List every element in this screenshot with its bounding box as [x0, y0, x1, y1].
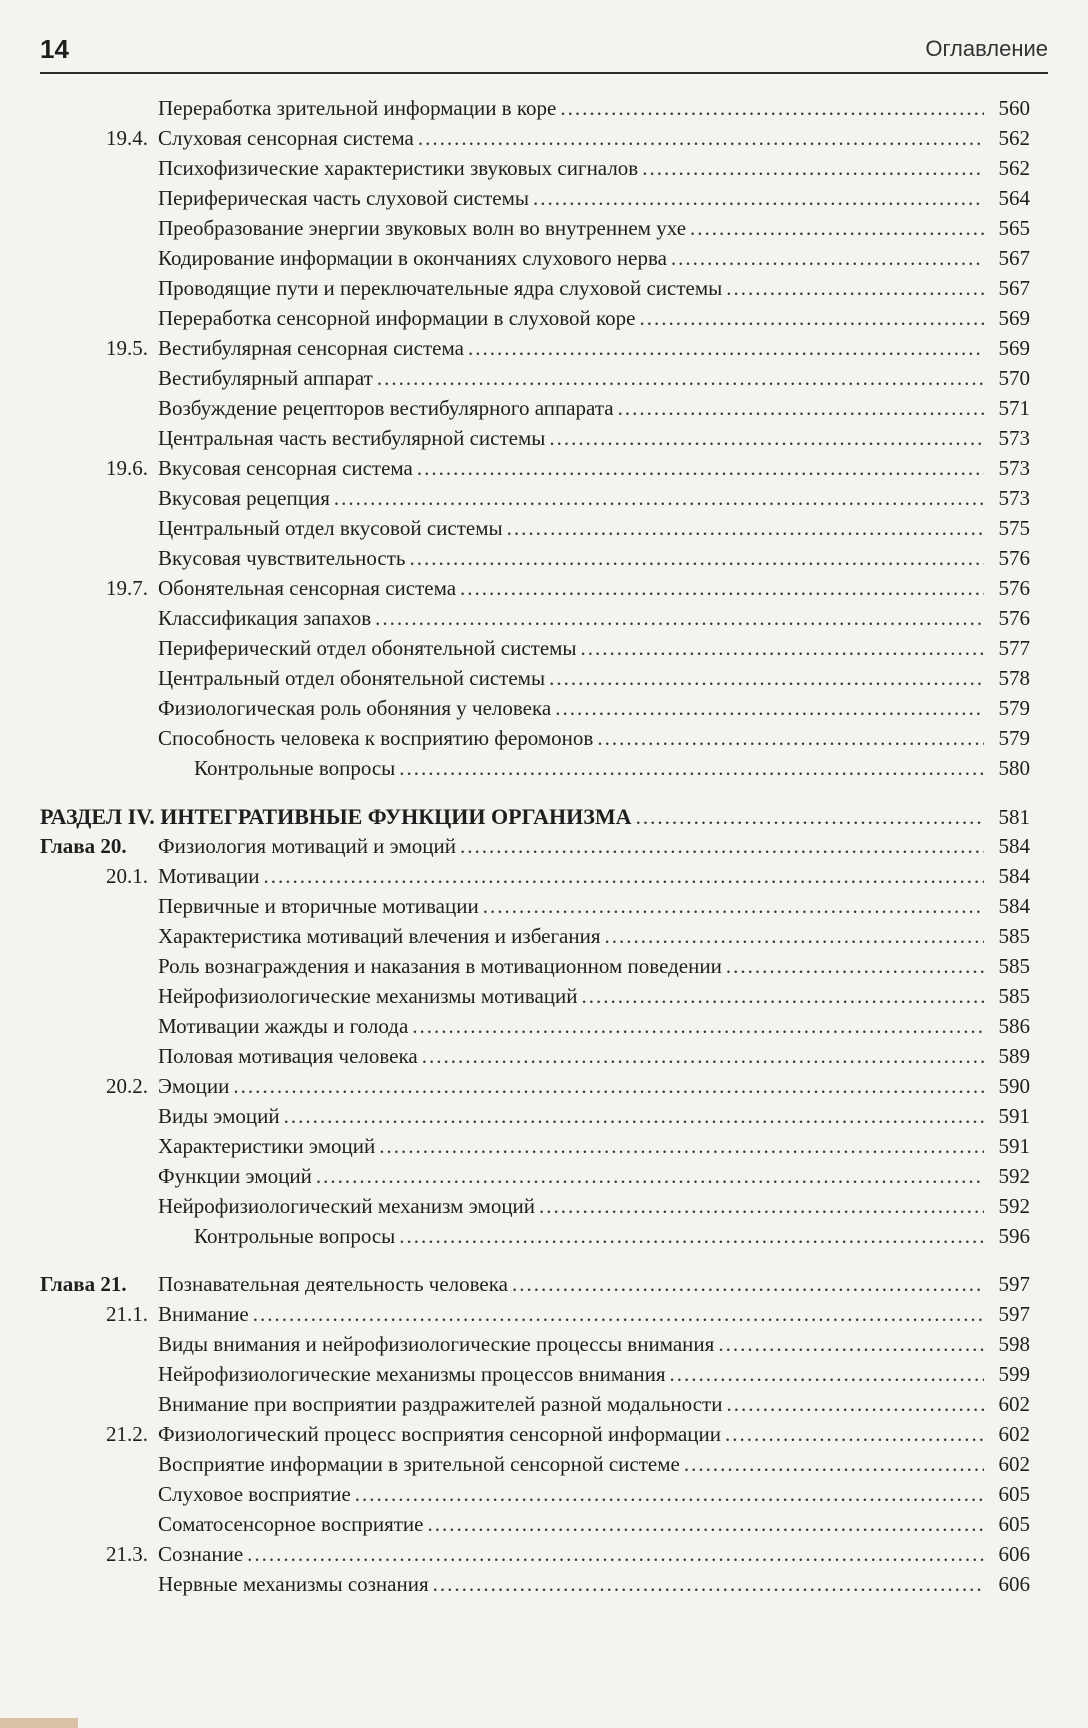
toc-entry-title: Классификация запахов	[158, 606, 372, 630]
toc-entry	[40, 366, 1030, 396]
toc-entry-title: Центральная часть вестибулярной системы	[158, 426, 546, 450]
toc-entry	[40, 156, 1030, 186]
toc-entry-page: 584	[998, 834, 1030, 858]
toc-entry	[40, 1134, 1030, 1164]
toc-entry	[40, 216, 1030, 246]
toc-entry-title: Вкусовая сенсорная система	[158, 456, 413, 480]
toc-entry-number: 21.3.	[106, 1542, 148, 1566]
toc-entry	[40, 396, 1030, 426]
toc-entry-page: 579	[998, 726, 1030, 750]
toc-entry	[40, 954, 1030, 984]
toc-entry-title: Слуховое восприятие	[158, 1482, 351, 1506]
toc-leader-dots	[533, 186, 984, 211]
toc-entry-page: 597	[998, 1272, 1030, 1296]
toc-entry-page: 575	[998, 516, 1030, 540]
toc-entry-page: 591	[998, 1134, 1030, 1158]
toc-entry-title: Роль вознаграждения и наказания в мотивационном поведении	[158, 954, 722, 978]
toc-entry-title: Половая мотивация человека	[158, 1044, 418, 1068]
toc-leader-dots	[417, 456, 984, 481]
toc-entry-page: 605	[998, 1512, 1030, 1536]
toc-leader-dots	[460, 576, 984, 601]
toc-entry-page: 562	[998, 156, 1030, 180]
toc-leader-dots	[539, 1194, 984, 1219]
toc-entry-title: Мотивации	[158, 864, 260, 888]
toc-leader-dots	[671, 246, 984, 271]
toc-entry-page: 584	[998, 894, 1030, 918]
toc-entry-title: Центральный отдел обонятельной системы	[158, 666, 546, 690]
toc-entry-page: 585	[998, 954, 1030, 978]
toc-entry-page: 576	[998, 606, 1030, 630]
toc-entry	[40, 1512, 1030, 1542]
toc-entry	[40, 486, 1030, 516]
toc-entry-page: 602	[998, 1392, 1030, 1416]
toc-entry-title: Центральный отдел вкусовой системы	[158, 516, 503, 540]
toc-entry-title: Сознание	[158, 1542, 244, 1566]
toc-leader-dots	[597, 726, 984, 751]
toc-entry-page: 599	[998, 1362, 1030, 1386]
toc-leader-dots	[555, 696, 984, 721]
toc-entry-title: Физиологическая роль обоняния у человека	[158, 696, 552, 720]
toc-entry	[40, 834, 1030, 864]
toc-entry-title: Нейрофизиологический механизм эмоций	[158, 1194, 536, 1218]
toc-entry	[40, 1272, 1030, 1302]
toc-entry-page: 560	[998, 96, 1030, 120]
toc-entry-page: 579	[998, 696, 1030, 720]
toc-entry-page: 567	[998, 276, 1030, 300]
toc-leader-dots	[233, 1074, 984, 1099]
toc-entry-page: 577	[998, 636, 1030, 660]
toc-entry-title: РАЗДЕЛ IV. ИНТЕГРАТИВНЫЕ ФУНКЦИИ ОРГАНИЗМА	[40, 804, 632, 829]
toc-entry-page: 576	[998, 546, 1030, 570]
toc-entry	[40, 1044, 1030, 1074]
toc-entry	[40, 1392, 1030, 1422]
toc-entry-page: 564	[998, 186, 1030, 210]
toc-entry	[40, 1074, 1030, 1104]
toc-entry	[40, 246, 1030, 276]
toc-leader-dots	[284, 1104, 984, 1129]
toc-entry-title: Периферическая часть слуховой системы	[158, 186, 529, 210]
toc-entry-title: Психофизические характеристики звуковых сигналов	[158, 156, 639, 180]
toc-entry-page: 565	[998, 216, 1030, 240]
toc-leader-dots	[379, 1134, 984, 1159]
toc-entry-page: 602	[998, 1422, 1030, 1446]
toc-leader-dots	[618, 396, 984, 421]
toc-entry-number: 19.6.	[106, 456, 148, 480]
toc-entry-page: 573	[998, 456, 1030, 480]
toc-entry-title: Слуховая сенсорная система	[158, 126, 414, 150]
toc-leader-dots	[690, 216, 984, 241]
toc-entry	[40, 696, 1030, 726]
toc-entry-number: 19.7.	[106, 576, 148, 600]
toc-entry-title: Первичные и вторичные мотивации	[158, 894, 479, 918]
toc-entry-page: 569	[998, 336, 1030, 360]
toc-leader-dots	[247, 1542, 984, 1567]
toc-leader-dots	[483, 894, 984, 919]
toc-leader-dots	[399, 1224, 984, 1249]
toc-entry	[40, 186, 1030, 216]
toc-entry-title: Соматосенсорное восприятие	[158, 1512, 424, 1536]
toc-leader-dots	[642, 156, 984, 181]
toc-entry-title: Виды внимания и нейрофизиологические процессы внимания	[158, 1332, 715, 1356]
toc-entry-title: Характеристики эмоций	[158, 1134, 376, 1158]
toc-leader-dots	[582, 984, 985, 1009]
toc-entry-title: Физиологический процесс восприятия сенсорной информации	[158, 1422, 721, 1446]
toc-entry	[40, 576, 1030, 606]
toc-leader-dots	[316, 1164, 984, 1189]
toc-leader-dots	[725, 1422, 984, 1447]
toc-leader-dots	[422, 1044, 984, 1069]
toc-entry-number: 21.1.	[106, 1302, 148, 1326]
toc-leader-dots	[410, 546, 985, 571]
toc-entry-page: 596	[998, 1224, 1030, 1248]
toc-entry	[40, 516, 1030, 546]
toc-entry-title: Вестибулярный аппарат	[158, 366, 373, 390]
toc-entry-title: Функции эмоций	[158, 1164, 312, 1188]
toc-leader-dots	[549, 666, 984, 691]
toc-leader-dots	[399, 756, 984, 781]
toc-entry	[40, 96, 1030, 126]
toc-entry	[40, 306, 1030, 336]
toc-entry-page: 602	[998, 1452, 1030, 1476]
corner-color-mark	[0, 1718, 78, 1728]
toc-entry-page: 570	[998, 366, 1030, 390]
toc-entry	[40, 1422, 1030, 1452]
toc-entry	[40, 1164, 1030, 1194]
toc-entry-page: 573	[998, 486, 1030, 510]
toc-entry-page: 567	[998, 246, 1030, 270]
toc-entry-page: 573	[998, 426, 1030, 450]
toc-leader-dots	[377, 366, 984, 391]
toc-entry	[40, 924, 1030, 954]
toc-entry-title: Переработка зрительной информации в коре	[158, 96, 557, 120]
toc-entry-number: 20.2.	[106, 1074, 148, 1098]
toc-entry	[40, 726, 1030, 756]
toc-entry-page: 592	[998, 1194, 1030, 1218]
toc-entry	[40, 1572, 1030, 1602]
toc-entry	[40, 1302, 1030, 1332]
toc-entry	[40, 1452, 1030, 1482]
toc-leader-dots	[375, 606, 984, 631]
page-header	[40, 28, 1048, 74]
toc-entry-title: Переработка сенсорной информации в слуховой коре	[158, 306, 636, 330]
toc-entry-page: 590	[998, 1074, 1030, 1098]
toc-entry	[40, 864, 1030, 894]
page-number: 14	[40, 34, 69, 64]
toc-leader-dots	[427, 1512, 984, 1537]
toc-entry	[40, 1104, 1030, 1134]
table-of-contents	[40, 96, 1030, 1602]
toc-entry-number: 19.5.	[106, 336, 148, 360]
toc-entry	[40, 1224, 1030, 1254]
toc-entry-page: 589	[998, 1044, 1030, 1068]
toc-entry-title: Возбуждение рецепторов вестибулярного аппарата	[158, 396, 614, 420]
toc-entry-page: 584	[998, 864, 1030, 888]
toc-entry-number: 21.2.	[106, 1422, 148, 1446]
toc-leader-dots	[334, 486, 984, 511]
toc-entry-title: Нервные механизмы сознания	[158, 1572, 429, 1596]
toc-entry-title: Эмоции	[158, 1074, 230, 1098]
toc-leader-dots	[605, 924, 984, 949]
toc-entry-title: Способность человека к восприятию феромонов	[158, 726, 594, 750]
toc-leader-dots	[726, 276, 984, 301]
toc-entry	[40, 984, 1030, 1014]
toc-entry-page: 581	[998, 805, 1030, 829]
toc-leader-dots	[460, 834, 984, 859]
toc-leader-dots	[355, 1482, 984, 1507]
toc-entry	[40, 1194, 1030, 1224]
toc-entry	[40, 456, 1030, 486]
toc-entry-title: Нейрофизиологические механизмы мотиваций	[158, 984, 578, 1008]
running-title: Оглавление	[925, 36, 1048, 61]
toc-entry	[40, 1014, 1030, 1044]
toc-entry	[40, 1362, 1030, 1392]
toc-entry-page: 598	[998, 1332, 1030, 1356]
toc-entry-number: 20.1.	[106, 864, 148, 888]
toc-leader-dots	[581, 636, 984, 661]
toc-entry-number: Глава 20.	[40, 834, 127, 858]
toc-entry-page: 605	[998, 1482, 1030, 1506]
toc-entry	[40, 546, 1030, 576]
toc-leader-dots	[726, 954, 984, 979]
toc-entry-page: 606	[998, 1572, 1030, 1596]
toc-entry-number: Глава 21.	[40, 1272, 127, 1296]
toc-entry-page: 597	[998, 1302, 1030, 1326]
toc-entry-title: Периферический отдел обонятельной системы	[158, 636, 577, 660]
toc-entry-page: 591	[998, 1104, 1030, 1128]
toc-entry-title: Проводящие пути и переключательные ядра слуховой системы	[158, 276, 723, 300]
toc-entry	[40, 894, 1030, 924]
toc-entry-title: Восприятие информации в зрительной сенсорной системе	[158, 1452, 680, 1476]
toc-entry-title: Физиология мотиваций и эмоций	[158, 834, 456, 858]
toc-entry-title: Обонятельная сенсорная система	[158, 576, 457, 600]
toc-entry-page: 606	[998, 1542, 1030, 1566]
toc-entry	[40, 126, 1030, 156]
toc-leader-dots	[639, 306, 984, 331]
toc-entry	[40, 336, 1030, 366]
toc-entry-title: Внимание	[158, 1302, 249, 1326]
toc-entry-title: Характеристика мотиваций влечения и избегания	[158, 924, 601, 948]
toc-entry-title: Контрольные вопросы	[194, 1224, 396, 1248]
toc-entry-page: 585	[998, 984, 1030, 1008]
toc-entry-page: 580	[998, 756, 1030, 780]
toc-entry-title: Мотивации жажды и голода	[158, 1014, 409, 1038]
toc-entry	[40, 756, 1030, 786]
toc-entry-number: 19.4.	[106, 126, 148, 150]
toc-leader-dots	[263, 864, 984, 889]
toc-leader-dots	[560, 96, 984, 121]
toc-leader-dots	[718, 1332, 984, 1357]
toc-entry-page: 571	[998, 396, 1030, 420]
toc-entry-page: 578	[998, 666, 1030, 690]
toc-entry	[40, 1542, 1030, 1572]
toc-leader-dots	[418, 126, 984, 151]
toc-leader-dots	[726, 1392, 984, 1417]
toc-entry-title: Внимание при восприятии раздражителей разной модальности	[158, 1392, 723, 1416]
toc-leader-dots	[253, 1302, 984, 1327]
toc-entry	[40, 636, 1030, 666]
toc-entry-page: 585	[998, 924, 1030, 948]
toc-leader-dots	[684, 1452, 984, 1477]
toc-entry	[40, 606, 1030, 636]
toc-entry-title: Кодирование информации в окончаниях слухового нерва	[158, 246, 667, 270]
toc-entry	[40, 804, 1030, 834]
toc-entry	[40, 276, 1030, 306]
toc-leader-dots	[549, 426, 984, 451]
toc-leader-dots	[512, 1272, 984, 1297]
toc-leader-dots	[433, 1572, 984, 1597]
toc-leader-dots	[507, 516, 984, 541]
toc-leader-dots	[412, 1014, 984, 1039]
toc-entry	[40, 1482, 1030, 1512]
toc-entry-page: 592	[998, 1164, 1030, 1188]
toc-leader-dots	[670, 1362, 984, 1387]
toc-entry	[40, 426, 1030, 456]
toc-leader-dots	[468, 336, 984, 361]
toc-entry-page: 576	[998, 576, 1030, 600]
toc-entry-title: Вестибулярная сенсорная система	[158, 336, 464, 360]
toc-entry-page: 586	[998, 1014, 1030, 1038]
toc-entry-title: Вкусовая чувствительность	[158, 546, 406, 570]
toc-leader-dots	[636, 805, 984, 830]
toc-entry-page: 562	[998, 126, 1030, 150]
toc-entry-title: Познавательная деятельность человека	[158, 1272, 508, 1296]
toc-entry-title: Виды эмоций	[158, 1104, 280, 1128]
toc-entry-title: Преобразование энергии звуковых волн во внутреннем ухе	[158, 216, 687, 240]
toc-entry-page: 569	[998, 306, 1030, 330]
toc-entry-title: Контрольные вопросы	[194, 756, 396, 780]
toc-entry-title: Вкусовая рецепция	[158, 486, 330, 510]
toc-entry	[40, 666, 1030, 696]
toc-entry-title: Нейрофизиологические механизмы процессов внимания	[158, 1362, 666, 1386]
toc-entry	[40, 1332, 1030, 1362]
